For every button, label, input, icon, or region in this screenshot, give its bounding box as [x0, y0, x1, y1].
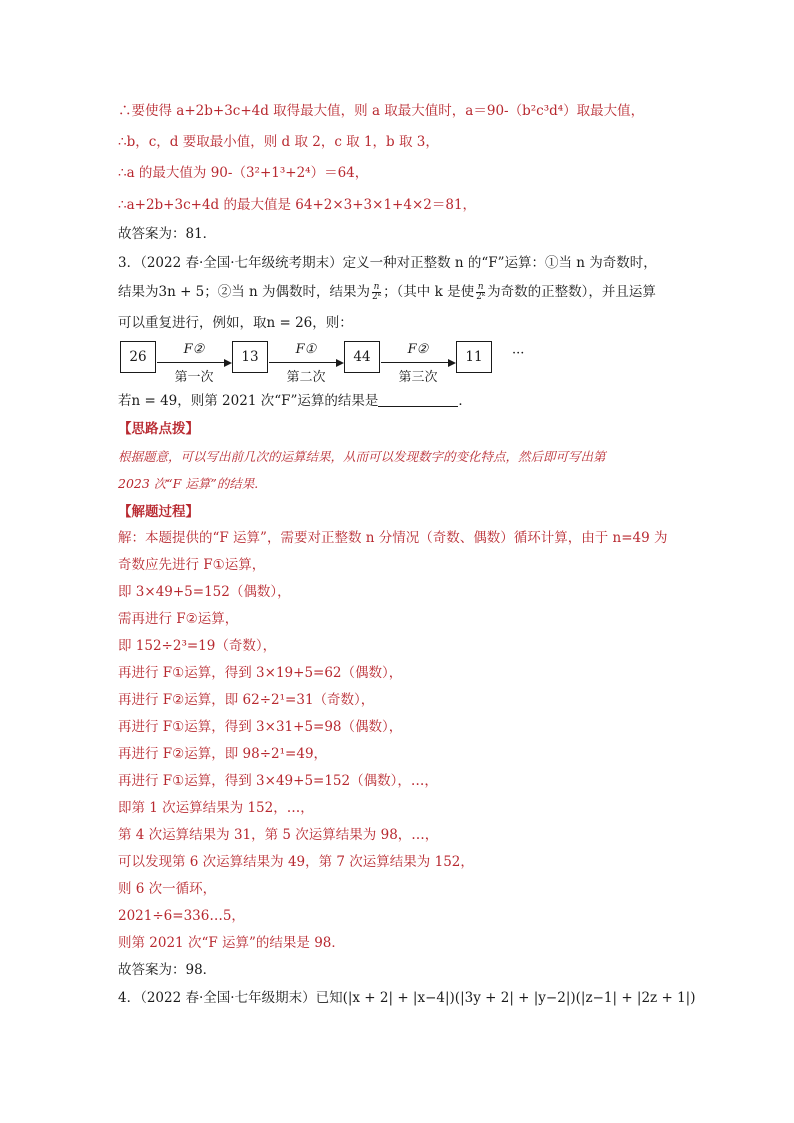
flow-step-label: 第二次 — [286, 370, 326, 385]
solution-line: 奇数应先进行 F①运算， — [118, 557, 266, 573]
question-3-ask — [118, 391, 472, 411]
ask-end: ． — [458, 393, 472, 409]
solution-line: 可以发现第 6 次运算结果为 49，第 7 次运算结果为 152， — [118, 854, 474, 870]
flow-op-label: F② — [183, 342, 205, 357]
flow-step-label: 第一次 — [174, 370, 214, 385]
flow-op-label: F② — [407, 342, 429, 357]
solution-line: ∴要使得 a+2b+3c+4d 取得最大值，则 a 取最大值时，a＝90-（b²c³d⁴）取最大值， — [118, 103, 645, 119]
fraction-n-over-2k: $\frac{n}{\text{2ᵏ}}$ — [372, 282, 382, 302]
solution-line: 再进行 F①运算，得到 3×19+5=62（偶数）， — [118, 665, 403, 681]
solution-line: 再进行 F①运算，得到 3×49+5=152（偶数），…， — [118, 773, 438, 789]
answer-line: 故答案为：81． — [118, 226, 217, 242]
flow-box: 11 — [456, 341, 492, 373]
question-3-example: 可以重复进行，例如，取n = 26，则： — [118, 315, 353, 331]
solution-line: 则第 2021 次“F 运算”的结果是 98． — [118, 935, 345, 951]
solution-line: 解：本题提供的“F 运算”，需要对正整数 n 分情况（奇数、偶数）循环计算，由于 n=49 为 — [118, 530, 668, 546]
solution-line: 再进行 F②运算，即 98÷2¹=49， — [118, 746, 328, 762]
flow-box: 26 — [120, 341, 156, 373]
hint-heading: 【思路点拨】 — [118, 421, 199, 437]
solution-line: ∴b，c，d 要取最小值，则 d 取 2，c 取 1，b 取 3， — [118, 134, 439, 150]
answer-line: 故答案为：98． — [118, 962, 217, 978]
answer-blank — [378, 392, 458, 407]
flow-op-label: F① — [295, 342, 317, 357]
solution-line: 即 152÷2³=19（奇数）， — [118, 638, 277, 654]
arrow-line — [381, 362, 449, 363]
flow-box: 13 — [232, 341, 268, 373]
rule-text-c: 为奇数的正整数），并且运算 — [487, 284, 656, 300]
solution-line: ∴a 的最大值为 90-（3²+1³+2⁴）＝64， — [118, 165, 369, 181]
arrow-line — [157, 362, 225, 363]
flow-ellipsis: ··· — [512, 346, 525, 361]
solution-line: 需再进行 F②运算， — [118, 611, 239, 627]
solution-line: 第 4 次运算结果为 31，第 5 次运算结果为 98，…， — [118, 827, 439, 843]
solution-line: 则 6 次一循环， — [118, 881, 217, 897]
flow-step-label: 第三次 — [398, 370, 438, 385]
solution-line: 再进行 F②运算，即 62÷2¹=31（奇数）， — [118, 692, 375, 708]
solution-line: 2021÷6=336…5， — [118, 908, 245, 924]
ask-text: 若n = 49，则第 2021 次“F”运算的结果是 — [118, 393, 379, 409]
solution-line: ∴a+2b+3c+4d 的最大值是 64+2×3+3×1+4×2＝81， — [118, 197, 477, 213]
flow-box: 44 — [344, 341, 380, 373]
hint-text: 根据题意，可以写出前几次的运算结果，从而可以发现数字的变化特点，然后即可写出第 — [118, 449, 606, 464]
arrow-line — [269, 362, 337, 363]
fraction-n-over-2k: $\frac{n}{\text{2ᵏ}}$ — [476, 282, 486, 302]
rule-text-b: ；（其中 k 是使 — [383, 284, 475, 300]
question-3-rule — [118, 282, 656, 302]
solution-line: 即 3×49+5=152（偶数）， — [118, 584, 291, 600]
solution-heading: 【解题过程】 — [118, 504, 199, 520]
question-4-stem: 4．（2022 春·全国·七年级期末）已知(|x + 2| + |x−4|)(|3y + 2| + |y−2|)(|z−1| + |2z + 1|) — [118, 990, 696, 1006]
rule-text-a: 结果为3n + 5；②当 n 为偶数时，结果为 — [118, 284, 371, 300]
solution-line: 即第 1 次运算结果为 152，…， — [118, 800, 314, 816]
question-3-stem: 3．（2022 春·全国·七年级统考期末）定义一种对正整数 n 的“F”运算：①当 n 为奇数时， — [118, 255, 657, 271]
hint-text: 2023 次“F 运算”的结果. — [118, 476, 259, 491]
solution-line: 再进行 F①运算，得到 3×31+5=98（偶数）， — [118, 719, 403, 735]
